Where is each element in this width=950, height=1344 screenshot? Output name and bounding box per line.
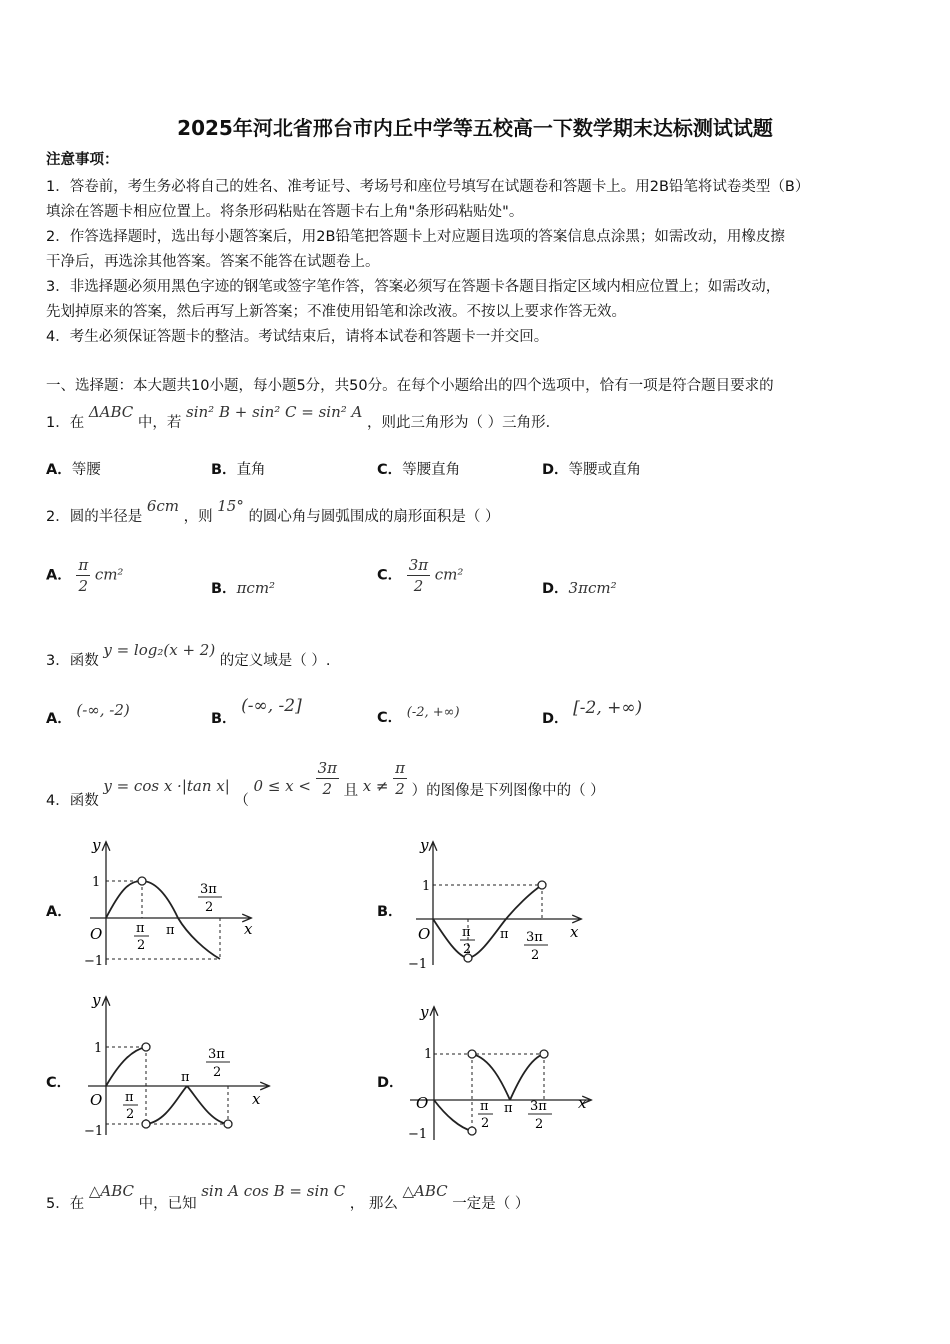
triangle-abc: ΔABC [88,403,134,421]
notice-line-5: 3．非选择题必须用黑色字迹的钢笔或签字笔作答，答案必须写在答题卡各题目指定区域内相应位置上；如需改动， [46,279,781,295]
notice-line-3: 2．作答选择题时，选出每小题答案后，用2B铅笔把答题卡上对应题目选项的答案信息点涂黑；如需改动，用橡皮擦 [46,229,785,245]
angle-value: 15° [217,497,244,515]
tick-1: 1 [92,875,101,890]
svg-text:2: 2 [481,1116,490,1131]
svg-text:π: π [166,923,175,938]
svg-text:π: π [136,921,145,936]
svg-text:2: 2 [535,1117,544,1132]
svg-text:x: x [570,923,579,941]
q2-option-c[interactable]: C． $\frac{3\pi}{2}$ cm² [377,556,464,595]
svg-text:O: O [418,925,431,943]
q5-equation: sin A cos B = sin C [201,1182,346,1200]
svg-text:x: x [252,1090,261,1108]
q2-option-d[interactable]: D．3πcm² [542,579,617,597]
svg-text:x: x [578,1094,587,1112]
page-title: 2025年河北省邢台市内丘中学等五校高一下数学期末达标测试试题 [177,116,773,140]
q1-option-a[interactable]: A．等腰 [46,462,101,478]
svg-text:y: y [92,991,101,1009]
notice-line-1: 1．答卷前，考生务必将自己的姓名、准考证号、考场号和座位号填写在试题卷和答题卡上。用2B铅笔将试卷类型（B） [46,179,810,195]
svg-text:3π: 3π [208,1047,225,1062]
section-heading: 一、选择题：本大题共10小题，每小题5分，共50分。在每个小题给出的四个选项中，恰有一项是符合题目要求的 [46,378,774,394]
q3-equation: y = log₂(x + 2) [103,641,216,659]
notice-line-6: 先划掉原来的答案，然后再写上新答案；不准使用铅笔和涂改液。不按以上要求作答无效。 [46,304,626,320]
svg-text:y: y [420,836,429,854]
question-2: 2．圆的半径是 6cm ，则 15° 的圆心角与圆弧围成的扇形面积是（ ） [46,497,500,525]
svg-text:−1: −1 [84,1124,104,1139]
svg-text:O: O [90,1091,103,1109]
svg-text:π: π [500,927,509,942]
q1-option-d[interactable]: D．等腰或直角 [542,462,642,478]
q1-option-b[interactable]: B．直角 [211,462,266,478]
svg-text:−1: −1 [408,957,428,972]
q3-option-d[interactable]: D． [-2, +∞) [542,698,643,727]
radius-value: 6cm [146,497,180,515]
graph-d-label[interactable]: D． [377,1075,404,1091]
question-1: 1．在 ΔABC 中，若 sin² B + sin² C = sin² A ，则此三角形为（ ）三角形． [46,403,561,431]
question-5: 5．在 △ABC 中，已知 sin A cos B = sin C ， 那么 △ABC 一定是（ ） [46,1182,530,1212]
svg-text:O: O [416,1094,429,1112]
svg-text:2: 2 [205,900,214,915]
graph-a [70,835,270,975]
question-4: 4．函数 y = cos x ·|tan x| （ 0 ≤ x < $\frac{3\pi}{2}$ 且 x ≠ $\frac{\pi}{2}$ ）的图像是下列图像中的（ ） [46,759,605,809]
tick-neg-1: −1 [84,954,104,969]
graph-b-label[interactable]: B． [377,904,403,920]
question-3: 3．函数 y = log₂(x + 2) 的定义域是（ ）. [46,641,331,669]
origin-label: O [90,925,103,943]
svg-text:1: 1 [424,1047,433,1062]
notice-line-2: 填涂在答题卡相应位置上。将条形码粘贴在答题卡右上角"条形码粘贴处"。 [46,204,524,220]
q1-option-c[interactable]: C．等腰直角 [377,462,461,478]
svg-text:2: 2 [126,1107,135,1122]
graph-c-label[interactable]: C． [46,1075,72,1091]
svg-text:3π: 3π [200,882,217,897]
svg-text:π: π [181,1070,190,1085]
q4-equation: y = cos x ·|tan x| [103,776,230,795]
graph-b [400,835,600,975]
graph-a-label[interactable]: A． [46,904,72,920]
q2-option-b[interactable]: B．πcm² [211,579,276,597]
q3-option-a[interactable]: A． (-∞, -2) [46,701,130,727]
svg-text:2: 2 [213,1065,222,1080]
q3-option-c[interactable]: C． (-2, +∞) [377,705,460,726]
x-axis-label: x [244,920,253,938]
notice-line-4: 干净后，再选涂其他答案。答案不能答在试题卷上。 [46,254,380,270]
svg-text:1: 1 [422,879,431,894]
svg-text:3π: 3π [530,1099,547,1114]
notice-heading: 注意事项： [46,152,119,168]
q1-equation: sin² B + sin² C = sin² A [186,403,363,421]
graph-c [70,990,280,1140]
svg-text:π: π [125,1090,134,1105]
svg-text:−1: −1 [408,1127,428,1142]
svg-text:2: 2 [531,948,540,963]
svg-text:3π: 3π [526,930,543,945]
svg-text:2: 2 [463,942,472,957]
notice-line-7: 4．考生必须保证答题卡的整洁。考试结束后，请将本试卷和答题卡一并交回。 [46,329,549,345]
graph-d [400,1000,600,1150]
q3-option-b[interactable]: B． (-∞, -2] [211,696,302,727]
svg-text:π: π [462,925,471,940]
q2-option-a[interactable]: A． $\frac{\pi}{2}$ cm² [46,556,124,595]
svg-text:π: π [504,1101,513,1116]
svg-text:π: π [480,1099,489,1114]
y-axis-label: y [92,836,101,854]
svg-text:y: y [420,1003,429,1021]
svg-text:1: 1 [94,1041,103,1056]
svg-text:2: 2 [137,938,146,953]
